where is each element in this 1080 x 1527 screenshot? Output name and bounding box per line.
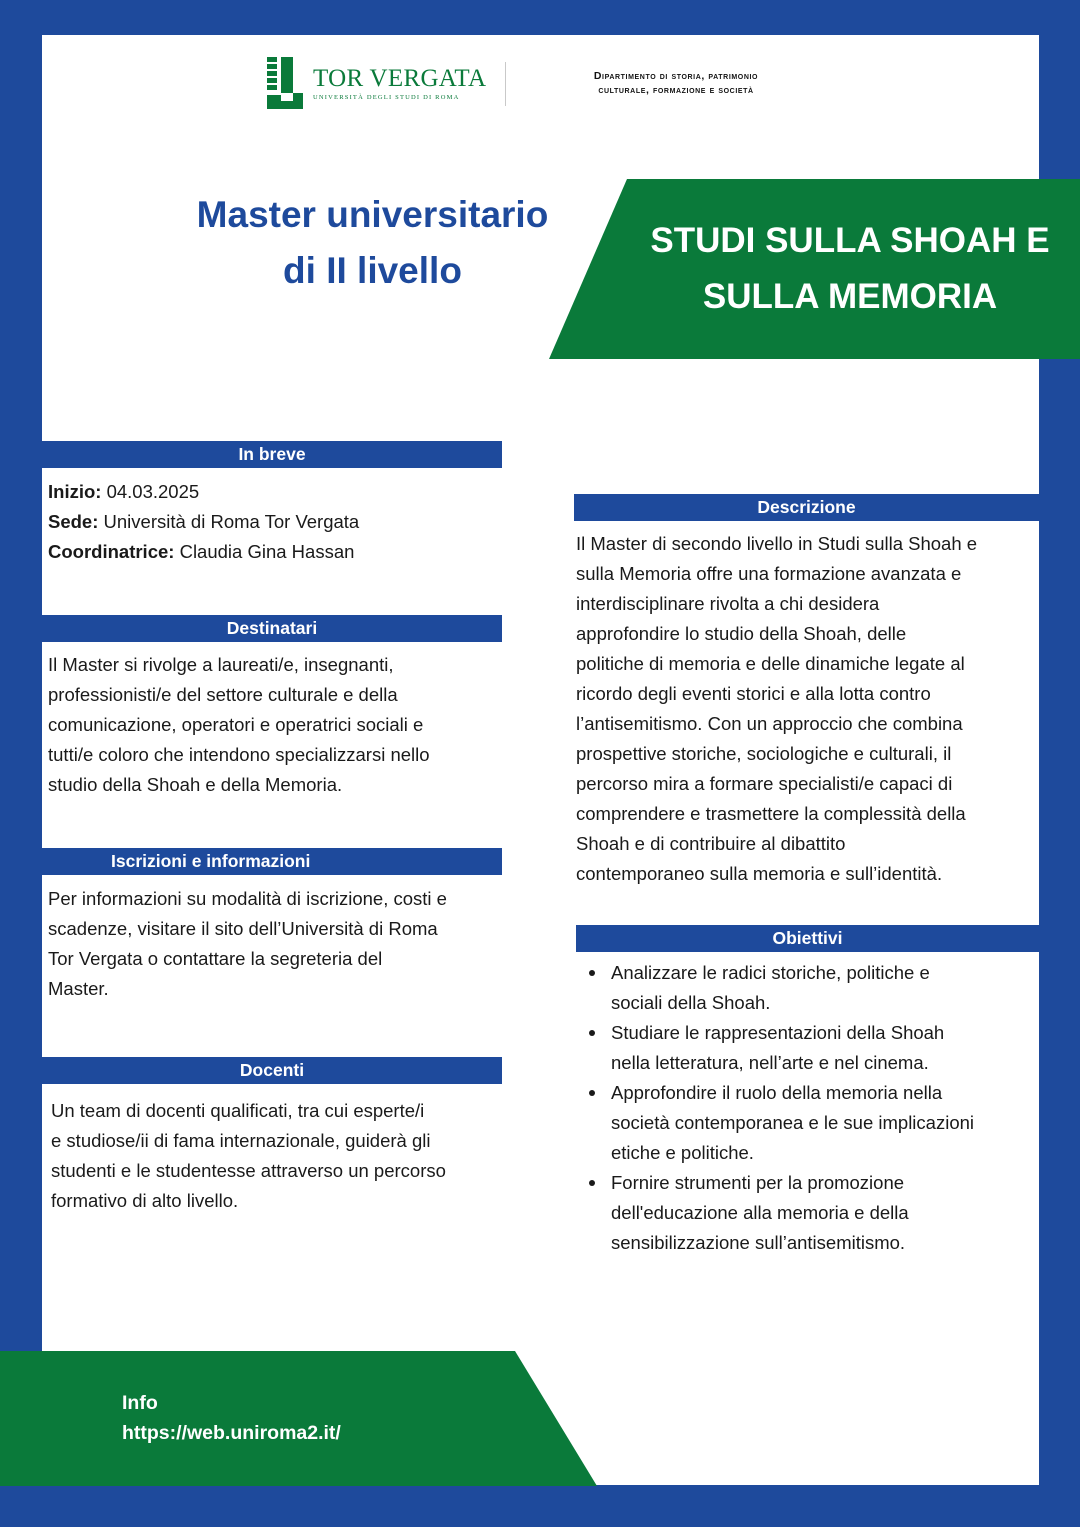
docenti-content <box>51 1096 503 1216</box>
coordinatrice-value: Claudia Gina Hassan <box>179 541 355 562</box>
descrizione-line: comprendere e trasmettere la complessità della <box>576 803 966 824</box>
sede-value: Università di Roma Tor Vergata <box>103 511 360 532</box>
coordinatrice-row <box>48 537 498 567</box>
docenti-line: studenti e le studentesse attraverso un percorso <box>51 1160 446 1181</box>
destinatari-line: comunicazione, operatori e operatrici sociali e <box>48 714 424 735</box>
section-header-in-breve: In breve <box>42 441 502 468</box>
header-divider <box>505 62 506 106</box>
obiettivi-list <box>577 958 1035 1258</box>
inizio-row <box>48 477 498 507</box>
docenti-line: Un team di docenti qualificati, tra cui esperte/i <box>51 1100 425 1121</box>
docenti-line: formativo di alto livello. <box>51 1190 239 1211</box>
iscrizioni-line: scadenze, visitare il sito dell’Università di Roma <box>48 918 438 939</box>
descrizione-line: sulla Memoria offre una formazione avanzata e <box>576 563 962 584</box>
section-header-descrizione: Descrizione <box>574 494 1039 521</box>
destinatari-line: tutti/e coloro che intendono specializzarsi nello <box>48 744 430 765</box>
list-item <box>577 1168 1035 1258</box>
descrizione-line: percorso mira a formare specialisti/e capaci di <box>576 773 953 794</box>
descrizione-line: l’antisemitismo. Con un approccio che combina <box>576 713 963 734</box>
inizio-label: Inizio: <box>48 481 102 502</box>
list-item-line: nella letteratura, nell’arte e nel cinema. <box>611 1052 929 1073</box>
descrizione-line: Il Master di secondo livello in Studi sulla Shoah e <box>576 533 978 554</box>
destinatari-line: professionisti/e del settore culturale e della <box>48 684 398 705</box>
list-item-line: società contemporanea e le sue implicazioni <box>611 1112 975 1133</box>
course-title-banner <box>630 213 1070 325</box>
master-title-line-1: Master universitario <box>196 194 549 235</box>
iscrizioni-content <box>48 884 503 1004</box>
banner-line-1: STUDI SULLA SHOAH E <box>650 221 1050 260</box>
university-logo <box>267 57 486 109</box>
list-item-line: etiche e politiche. <box>611 1142 754 1163</box>
in-breve-content <box>48 477 498 567</box>
list-item-line: Studiare le rappresentazioni della Shoah <box>611 1022 945 1043</box>
footer-info-label: Info <box>122 1392 158 1414</box>
list-item-line: dell'educazione alla memoria e della <box>611 1202 909 1223</box>
coordinatrice-label: Coordinatrice: <box>48 541 175 562</box>
logo-subtitle: UNIVERSITÀ DEGLI STUDI DI ROMA <box>313 93 460 101</box>
iscrizioni-line: Master. <box>48 978 109 999</box>
descrizione-line: ricordo degli eventi storici e alla lotta contro <box>576 683 931 704</box>
destinatari-content <box>48 650 503 800</box>
iscrizioni-line: Per informazioni su modalità di iscrizione, costi e <box>48 888 447 909</box>
sede-label: Sede: <box>48 511 99 532</box>
descrizione-line: prospettive storiche, sociologiche e culturali, il <box>576 743 952 764</box>
section-header-obiettivi: Obiettivi <box>576 925 1039 952</box>
logo-name: TOR VERGATA <box>313 64 487 92</box>
docenti-line: e studiose/ii di fama internazionale, guiderà gli <box>51 1130 431 1151</box>
list-item-line: Fornire strumenti per la promozione <box>611 1172 905 1193</box>
iscrizioni-line: Tor Vergata o contattare la segreteria del <box>48 948 383 969</box>
list-item-line: Approfondire il ruolo della memoria nella <box>611 1082 943 1103</box>
sede-row <box>48 507 498 537</box>
destinatari-line: studio della Shoah e della Memoria. <box>48 774 343 795</box>
master-title <box>165 187 580 299</box>
banner-line-2: SULLA MEMORIA <box>702 277 998 316</box>
section-header-destinatari: Destinatari <box>42 615 502 642</box>
list-item-line: sociali della Shoah. <box>611 992 771 1013</box>
department-line-1: Dipartimento di storia, patrimonio <box>593 70 759 82</box>
descrizione-line: interdisciplinare rivolta a chi desidera <box>576 593 880 614</box>
department-line-2: culturale, formazione e società <box>598 84 754 96</box>
descrizione-line: contemporaneo sulla memoria e sull’identità. <box>576 863 943 884</box>
list-item-line: Analizzare le radici storiche, politiche e <box>611 962 930 983</box>
obiettivi-content <box>577 958 1035 1258</box>
destinatari-line: Il Master si rivolge a laureati/e, insegnanti, <box>48 654 394 675</box>
footer-url-link[interactable]: https://web.uniroma2.it/ <box>122 1422 341 1444</box>
descrizione-content <box>576 529 1034 889</box>
section-header-iscrizioni: Iscrizioni e informazioni <box>42 848 502 875</box>
list-item <box>577 958 1035 1018</box>
department-name <box>540 69 812 97</box>
section-header-docenti: Docenti <box>42 1057 502 1084</box>
list-item <box>577 1018 1035 1078</box>
descrizione-line: approfondire lo studio della Shoah, delle <box>576 623 907 644</box>
inizio-value: 04.03.2025 <box>106 481 200 502</box>
list-item <box>577 1078 1035 1168</box>
footer-info <box>122 1388 341 1448</box>
master-title-line-2: di II livello <box>283 250 462 291</box>
list-item-line: sensibilizzazione sull’antisemitismo. <box>611 1232 906 1253</box>
tor-vergata-logo-icon <box>267 57 303 109</box>
descrizione-line: politiche di memoria e delle dinamiche legate al <box>576 653 965 674</box>
descrizione-line: Shoah e di contribuire al dibattito <box>576 833 846 854</box>
